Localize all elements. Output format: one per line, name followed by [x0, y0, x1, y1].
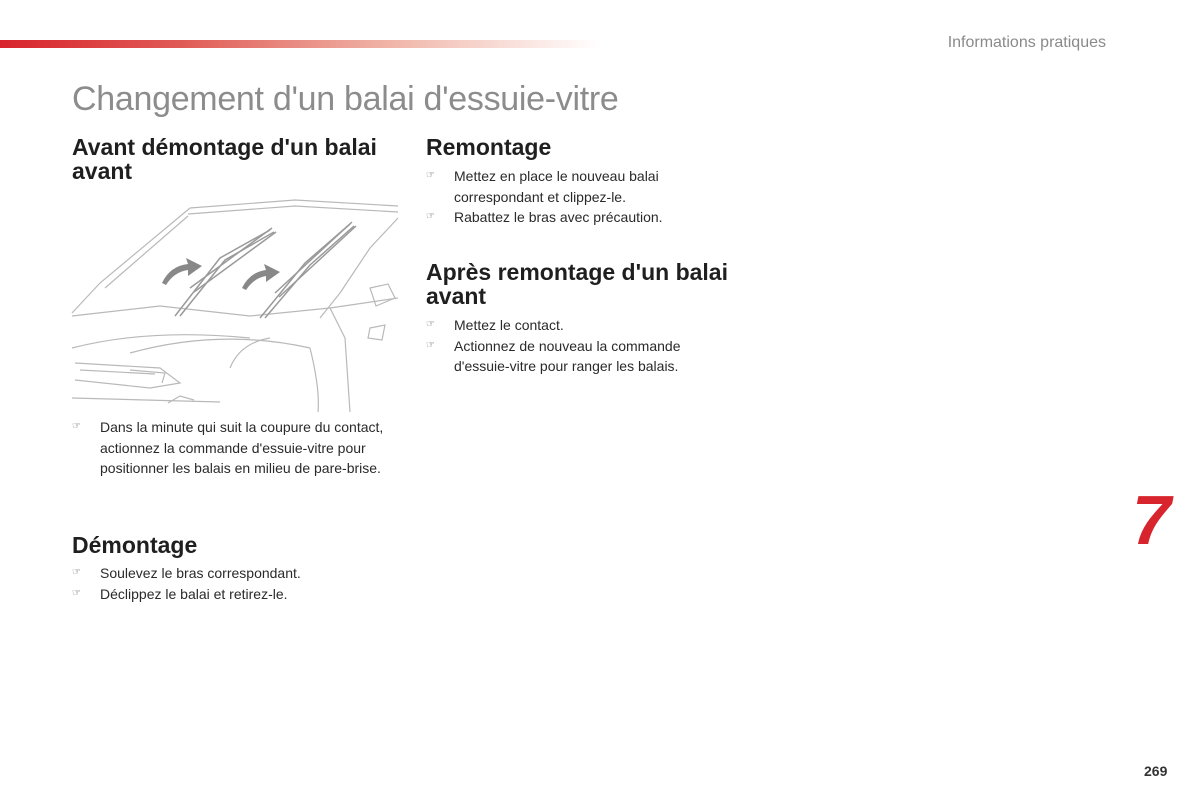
list-item: ☞ Mettez le contact. — [426, 315, 716, 336]
pointing-hand-icon: ☞ — [426, 319, 435, 330]
list-item: ☞ Soulevez le bras correspondant. — [72, 563, 402, 584]
wiper-illustration — [70, 188, 398, 412]
before-removal-steps — [72, 417, 402, 479]
pointing-hand-icon: ☞ — [426, 211, 435, 222]
page-number: 269 — [1144, 763, 1168, 779]
pointing-hand-icon: ☞ — [426, 170, 435, 181]
after-refitting-steps — [426, 315, 716, 377]
page-title: Changement d'un balai d'essuie-vitre — [72, 80, 619, 118]
heading-before-removal: Avant démontage d'un balai avant — [72, 134, 377, 184]
heading-removal: Démontage — [72, 532, 198, 558]
list-item: ☞ Rabattez le bras avec précaution. — [426, 207, 716, 228]
list-item: ☞ Dans la minute qui suit la coupure du contact, actionnez la commande d'essuie-vitre pour positionner les balais en milieu de pare-brise. — [72, 419, 384, 476]
list-item: ☞ Actionnez de nouveau la commande d'essuie-vitre pour ranger les balais. — [426, 337, 681, 374]
refitting-steps — [426, 166, 716, 228]
section-label: Informations pratiques — [947, 34, 1106, 51]
list-item: ☞ Déclippez le balai et retirez-le. — [72, 584, 402, 605]
header-accent-bar — [0, 40, 600, 48]
pointing-hand-icon: ☞ — [72, 421, 81, 432]
list-item: ☞ Mettez en place le nouveau balai correspondant et clippez-le. — [426, 168, 659, 205]
heading-after-refitting: Après remontage d'un balai avant — [426, 259, 728, 309]
pointing-hand-icon: ☞ — [426, 339, 435, 351]
pointing-hand-icon: ☞ — [72, 587, 81, 599]
removal-steps — [72, 563, 402, 604]
chapter-number: 7 — [1132, 481, 1171, 559]
pointing-hand-icon: ☞ — [72, 567, 81, 578]
heading-refitting: Remontage — [426, 134, 552, 160]
